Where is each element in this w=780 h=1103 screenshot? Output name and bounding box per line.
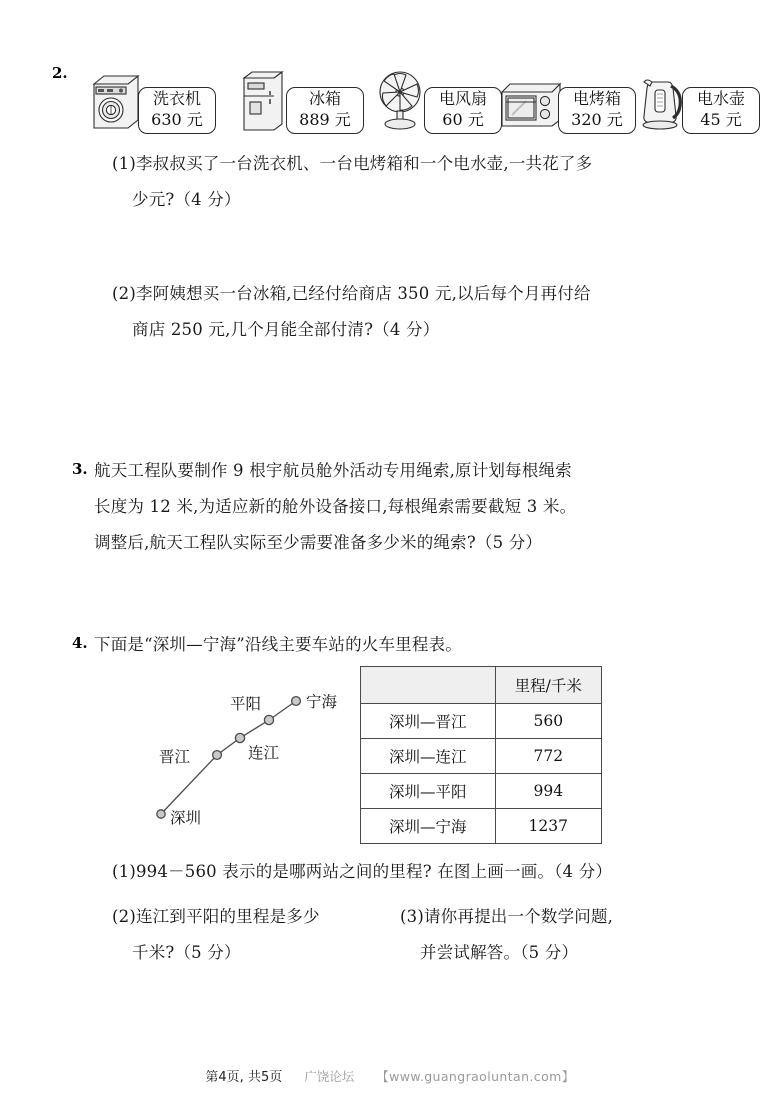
question-2-part1-line1: (1)李叔叔买了一台洗衣机、一台电烤箱和一个电水壶,一共花了多 bbox=[112, 154, 593, 173]
cell-km: 1237 bbox=[495, 809, 601, 844]
washing-machine-icon bbox=[88, 66, 144, 132]
price-box-washing-machine bbox=[138, 87, 216, 134]
cell-route: 深圳—晋江 bbox=[361, 704, 496, 739]
appliance-name: 冰箱 bbox=[308, 89, 341, 109]
cell-km: 772 bbox=[495, 739, 601, 774]
question-2-part2-line2: 商店 250 元,几个月能全部付清?（4 分） bbox=[132, 320, 440, 339]
price-box-electric-kettle bbox=[682, 87, 760, 134]
appliance-name: 电烤箱 bbox=[572, 89, 621, 109]
station-dot-lianjiang bbox=[235, 733, 244, 742]
question-3-number: 3. bbox=[72, 460, 88, 478]
question-4-number: 4. bbox=[72, 634, 88, 652]
question-3-line1: 航天工程队要制作 9 根宇航员舱外活动专用绳索,原计划每根绳索 bbox=[94, 461, 572, 480]
question-4-part2-line1: (2)连江到平阳的里程是多少 bbox=[112, 907, 320, 926]
question-4-stem: 下面是“深圳—宁海”沿线主要车站的火车里程表。 bbox=[94, 635, 462, 654]
question-3-line3: 调整后,航天工程队实际至少需要准备多少米的绳索?（5 分） bbox=[94, 533, 543, 552]
appliance-price: 889 元 bbox=[299, 110, 351, 129]
station-dot-shenzhen bbox=[157, 810, 165, 818]
table-header-km: 里程/千米 bbox=[495, 667, 601, 704]
watermark-url: 【www.guangraoluntan.com】 bbox=[376, 1069, 575, 1084]
table-header-row bbox=[361, 667, 602, 704]
table-row bbox=[361, 739, 602, 774]
question-2-part2-line1: (2)李阿姨想买一台冰箱,已经付给商店 350 元,以后每个月再付给 bbox=[112, 284, 591, 303]
electric-fan-icon bbox=[374, 66, 430, 132]
appliance-name: 洗衣机 bbox=[152, 89, 201, 109]
refrigerator-icon bbox=[236, 66, 292, 132]
appliance-price-row bbox=[88, 58, 745, 136]
question-2-number: 2. bbox=[52, 64, 68, 82]
question-2-part1-line2: 少元?（4 分） bbox=[132, 190, 241, 209]
station-label-shenzhen: 深圳 bbox=[170, 809, 202, 827]
station-label-jinjiang: 晋江 bbox=[159, 748, 191, 766]
station-dot-pingyang bbox=[264, 715, 273, 724]
railway-station-diagram bbox=[140, 668, 360, 848]
table-row bbox=[361, 809, 602, 844]
appliance-price: 60 元 bbox=[442, 110, 484, 129]
question-3-line2: 长度为 12 米,为适应新的舱外设备接口,每根绳索需要截短 3 米。 bbox=[94, 497, 577, 516]
station-dot-ninghai bbox=[292, 697, 301, 706]
watermark-site-name: 广饶论坛 bbox=[304, 1069, 355, 1084]
cell-route: 深圳—宁海 bbox=[361, 809, 496, 844]
appliance-card-washing-machine bbox=[88, 58, 216, 134]
question-4-part2-line2: 千米?（5 分） bbox=[132, 943, 241, 962]
appliance-price: 45 元 bbox=[700, 110, 742, 129]
appliance-card-electric-kettle bbox=[638, 58, 760, 134]
appliance-card-electric-fan bbox=[374, 58, 502, 134]
table-row bbox=[361, 704, 602, 739]
station-label-pingyang: 平阳 bbox=[230, 695, 262, 713]
question-4-part1-line1: (1)994－560 表示的是哪两站之间的里程? 在图上画一画。（4 分） bbox=[112, 862, 613, 881]
appliance-card-refrigerator bbox=[236, 58, 364, 134]
page-footer bbox=[0, 1066, 780, 1085]
mileage-table bbox=[360, 666, 602, 844]
electric-kettle-icon bbox=[638, 66, 688, 132]
price-box-refrigerator bbox=[286, 87, 364, 134]
station-label-ninghai: 宁海 bbox=[306, 693, 338, 711]
cell-km: 994 bbox=[495, 774, 601, 809]
question-4-part3-line1: (3)请你再提出一个数学问题, bbox=[400, 907, 614, 926]
electric-oven-icon bbox=[498, 66, 564, 132]
table-row bbox=[361, 774, 602, 809]
appliance-name: 电水壶 bbox=[696, 89, 745, 109]
table-header-route bbox=[361, 667, 496, 704]
station-dot-jinjiang bbox=[213, 751, 222, 760]
cell-km: 560 bbox=[495, 704, 601, 739]
station-label-lianjiang: 连江 bbox=[248, 744, 280, 762]
question-4-part3-line2: 并尝试解答。（5 分） bbox=[420, 943, 579, 962]
cell-route: 深圳—连江 bbox=[361, 739, 496, 774]
appliance-price: 320 元 bbox=[571, 110, 623, 129]
price-box-electric-fan bbox=[424, 87, 502, 134]
cell-route: 深圳—平阳 bbox=[361, 774, 496, 809]
page-number-label: 第4页, 共5页 bbox=[205, 1070, 283, 1085]
appliance-card-electric-oven bbox=[498, 58, 636, 134]
appliance-price: 630 元 bbox=[151, 110, 203, 129]
price-box-electric-oven bbox=[558, 87, 636, 134]
appliance-name: 电风扇 bbox=[438, 89, 487, 109]
